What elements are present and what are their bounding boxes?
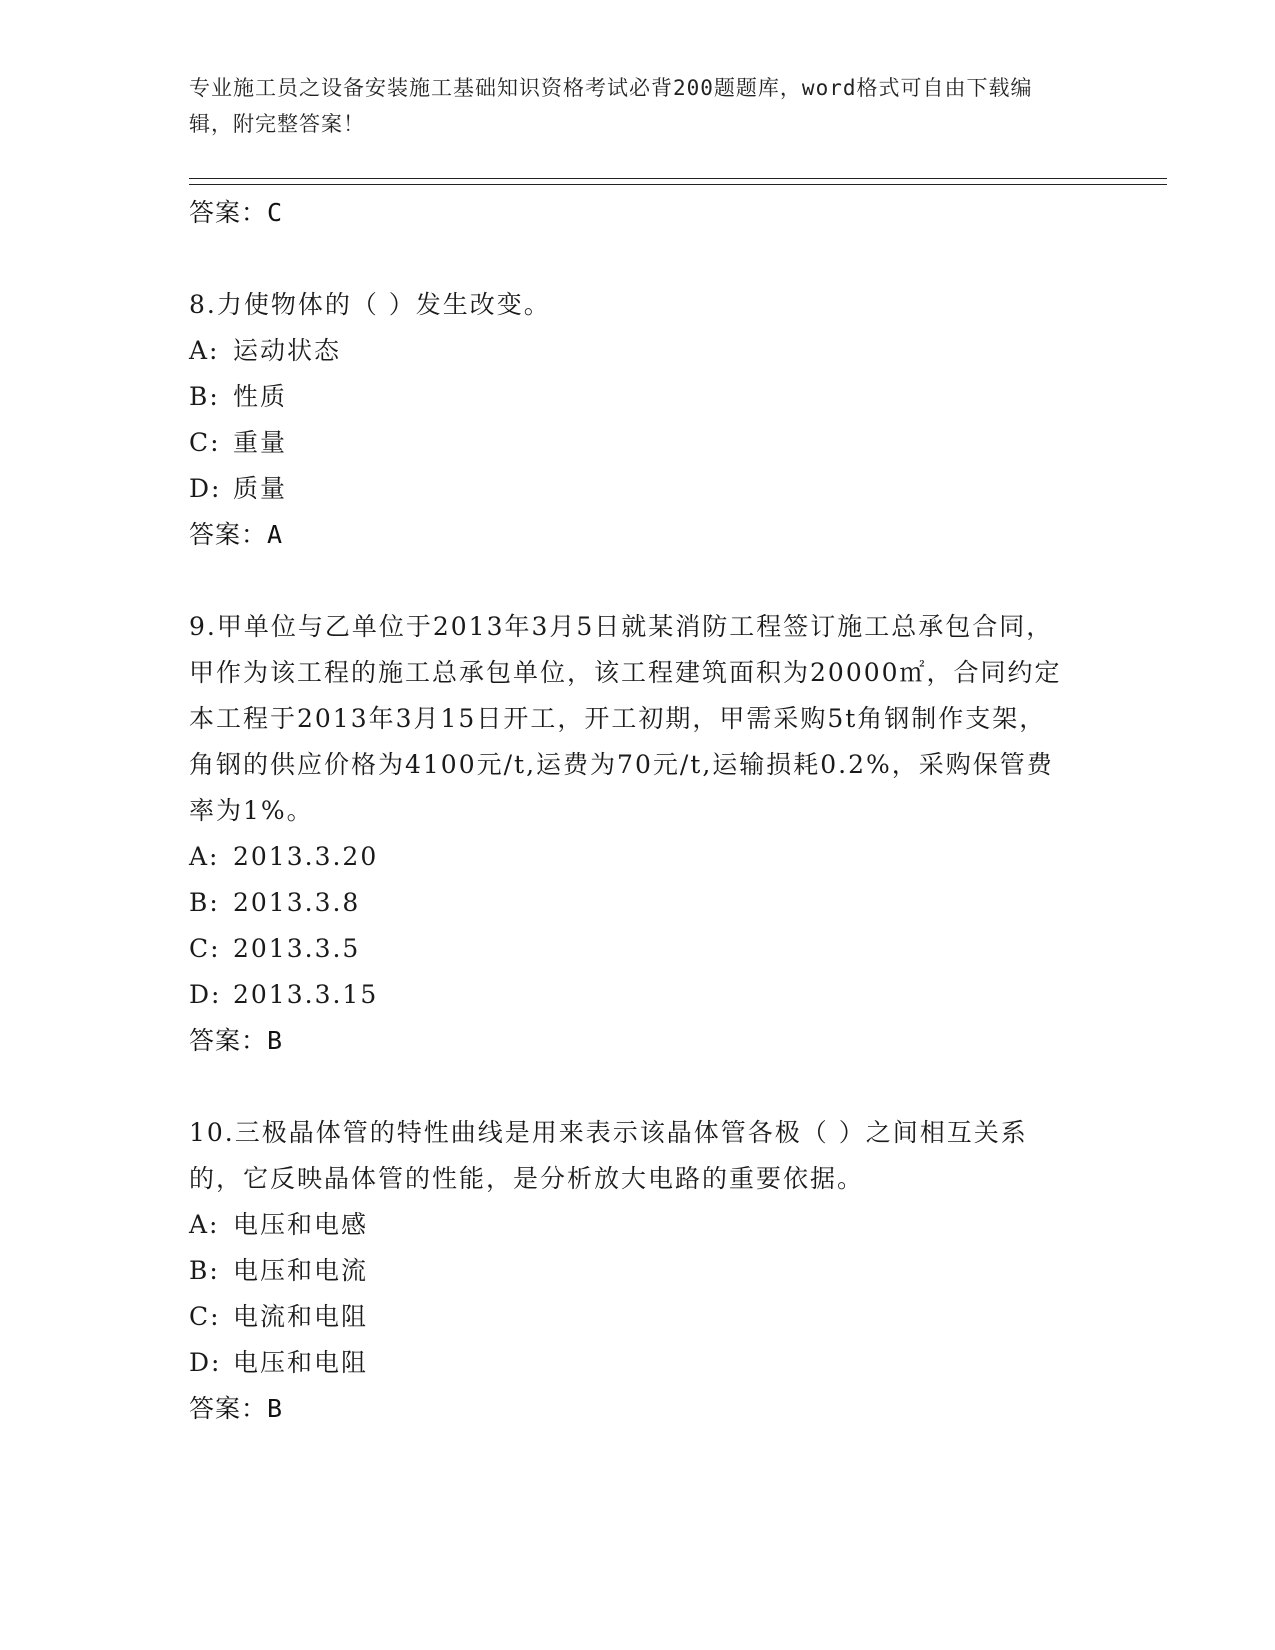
option-text: 性质 <box>233 382 288 411</box>
option-text: 2013.3.15 <box>233 980 379 1009</box>
option-d <box>189 972 1069 1018</box>
answer-value: A <box>267 520 284 549</box>
option-text: 质量 <box>233 474 288 503</box>
option-b <box>189 880 1069 926</box>
option-key: B: <box>189 1256 220 1285</box>
option-c <box>189 926 1069 972</box>
answer-label: 答案： <box>189 198 268 227</box>
option-key: A: <box>189 336 220 365</box>
document-content <box>189 190 1089 1432</box>
option-b <box>189 1248 1069 1294</box>
option-text: 电压和电流 <box>233 1256 369 1285</box>
question-item <box>189 1110 1069 1432</box>
option-text: 运动状态 <box>233 336 342 365</box>
answer-line <box>189 1018 1069 1064</box>
answer-label: 答案： <box>189 1026 268 1055</box>
option-text: 电压和电感 <box>233 1210 369 1239</box>
option-key: B: <box>189 888 220 917</box>
answer-value: B <box>267 1394 284 1423</box>
question-stem: 10.三极晶体管的特性曲线是用来表示该晶体管各极（ ）之间相互关系的，它反映晶体管的性能，是分析放大电路的重要依据。 <box>189 1118 1028 1193</box>
option-key: D: <box>189 980 222 1009</box>
option-text: 2013.3.20 <box>233 842 379 871</box>
option-key: C: <box>189 1302 221 1331</box>
option-a <box>189 834 1069 880</box>
question-item <box>189 604 1069 1064</box>
option-key: C: <box>189 428 221 457</box>
option-text: 电压和电阻 <box>233 1348 369 1377</box>
option-text: 电流和电阻 <box>233 1302 369 1331</box>
question-stem: 9.甲单位与乙单位于2013年3月5日就某消防工程签订施工总承包合同，甲作为该工程的施工总承包单位，该工程建筑面积为20000㎡，合同约定本工程于2013年3月15日开工，开工初期，甲需采购5t角钢制作支架，角钢的供应价格为4100元/t,运费为70元/t,运输损耗0.2%，采购保管费率为1%。 <box>189 612 1062 825</box>
option-key: A: <box>189 842 220 871</box>
answer-line <box>189 512 1069 558</box>
option-key: D: <box>189 474 222 503</box>
option-b <box>189 374 1069 420</box>
option-d <box>189 1340 1069 1386</box>
option-text: 2013.3.8 <box>233 888 361 917</box>
option-key: C: <box>189 934 221 963</box>
option-a <box>189 1202 1069 1248</box>
option-key: A: <box>189 1210 220 1239</box>
option-text: 2013.3.5 <box>233 934 361 963</box>
header-divider <box>189 178 1167 185</box>
option-d <box>189 466 1069 512</box>
answer-label: 答案： <box>189 520 268 549</box>
option-a <box>189 328 1069 374</box>
option-c <box>189 420 1069 466</box>
answer-value: C <box>267 198 284 227</box>
answer-line <box>189 1386 1069 1432</box>
option-c <box>189 1294 1069 1340</box>
answer-label: 答案： <box>189 1394 268 1423</box>
option-text: 重量 <box>233 428 288 457</box>
question-item <box>189 282 1069 558</box>
answer-line <box>189 190 1089 236</box>
option-key: B: <box>189 382 220 411</box>
page-header-title: 专业施工员之设备安装施工基础知识资格考试必背200题题库，word格式可自由下载编辑，附完整答案！ <box>189 76 1033 136</box>
answer-value: B <box>267 1026 284 1055</box>
question-stem: 8.力使物体的（ ）发生改变。 <box>189 290 551 319</box>
option-key: D: <box>189 1348 222 1377</box>
